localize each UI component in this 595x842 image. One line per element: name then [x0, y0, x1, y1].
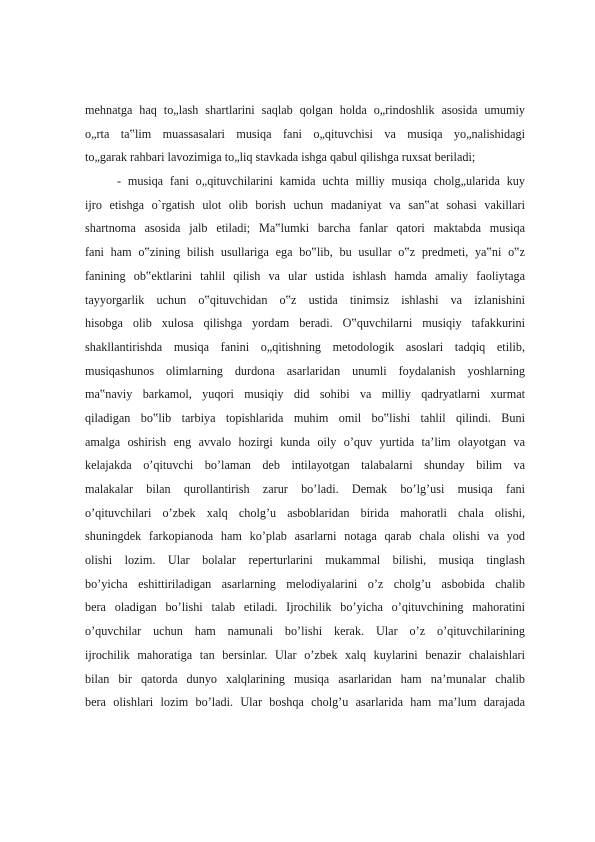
text-line: fanining ob‟ektlarini tahlil qilish va ular ustida ishlash hamda amaliy faoliytaga	[85, 268, 525, 283]
text-line: - musiqa fani o„qituvchilarini kamida uchta milliy musiqa cholg„ularida kuy	[117, 174, 525, 189]
text-line: ma‟naviy barkamol, yuqori musiqiy did sohibi va milliy qadryatlarni xurmat	[85, 387, 525, 402]
document-page	[85, 99, 525, 715]
text-line: bera oladigan bo’lishi talab etiladi. Ijrochilik bo’yicha o’qituvchining mahoratini	[85, 600, 525, 615]
text-line: shartnoma asosida jalb etiladi; Ma‟lumki barcha fanlar qatori maktabda musiqa	[85, 221, 525, 236]
text-line: o’quvchilar uchun ham namunali bo’lishi kerak. Ular o’z o’qituvchilarining	[85, 624, 525, 639]
text-line: kelajakda o’qituvchi bo’laman deb intilayotgan talabalarni shunday bilim va	[85, 458, 525, 473]
text-line: to„garak rahbari lavozimiga to„liq stavkada ishga qabul qilishga ruxsat beriladi;	[85, 150, 476, 165]
text-line: olishi lozim. Ular bolalar reperturlarini mukammal bilishi, musiqa tinglash	[85, 553, 525, 568]
text-line: tayyorgarlik uchun o‟qituvchidan o‟z ustida tinimsiz ishlashi va izlanishini	[85, 292, 525, 307]
text-line: amalga oshirish eng avvalo hozirgi kunda oily o’quv yurtida ta’lim olayotgan va	[85, 434, 525, 449]
paragraph-2	[85, 170, 525, 715]
text-line: ijrochilik mahoratiga tan bersinlar. Ular o’zbek xalq kuylarini benazir chalaishlari	[85, 647, 525, 662]
text-line: malakalar bilan qurollantirish zarur bo’ladi. Demak bo’lg’usi musiqa fani	[85, 482, 525, 496]
text-line: bo’yicha eshittiriladigan asarlarning melodiyalarini o’z cholg’u asbobida chalib	[85, 576, 525, 591]
text-line: musiqashunos olimlarning durdona asarlaridan unumli foydalanish yoshlarning	[85, 363, 525, 378]
paragraph-1	[85, 99, 525, 170]
text-line: shakllantirishda musiqa fanini o„qitishning metodologik asoslari tadqiq etilib,	[85, 339, 525, 354]
text-line: bilan bir qatorda dunyo xalqlarining musiqa asarlaridan ham na’munalar chalib	[85, 671, 525, 686]
text-line: shuningdek farkopianoda ham ko’plab asarlarni notaga qarab chala olishi va yod	[85, 529, 525, 544]
text-line: hisobga olib xulosa qilishga yordam beradi. O‟quvchilarni musiqiy tafakkurini	[85, 316, 525, 331]
text-line: qiladigan bo‟lib tarbiya topishlarida muhim omil bo‟lishi tahlil qilindi. Buni	[85, 410, 525, 425]
text-line: bera olishlari lozim bo’ladi. Ular boshqa cholg’u asarlarida ham ma’lum darajada	[85, 695, 525, 710]
text-line: fani ham o‟zining bilish usullariga ega bo‟lib, bu usullar o‟z predmeti, ya‟ni o‟z	[85, 245, 525, 260]
text-line: o’qituvchilari o’zbek xalq cholg’u asboblaridan birida mahoratli chala olishi,	[85, 505, 525, 520]
text-line: mehnatga haq to„lash shartlarini saqlab qolgan holda o„rindoshlik asosida umumiy	[85, 103, 525, 117]
text-line: o„rta ta‟lim muassasalari musiqa fani o„qituvchisi va musiqa yo„nalishidagi	[85, 126, 525, 141]
text-line: ijro etishga o`rgatish ulot olib borish uchun madaniyat va san‟at sohasi vakillari	[85, 197, 525, 212]
